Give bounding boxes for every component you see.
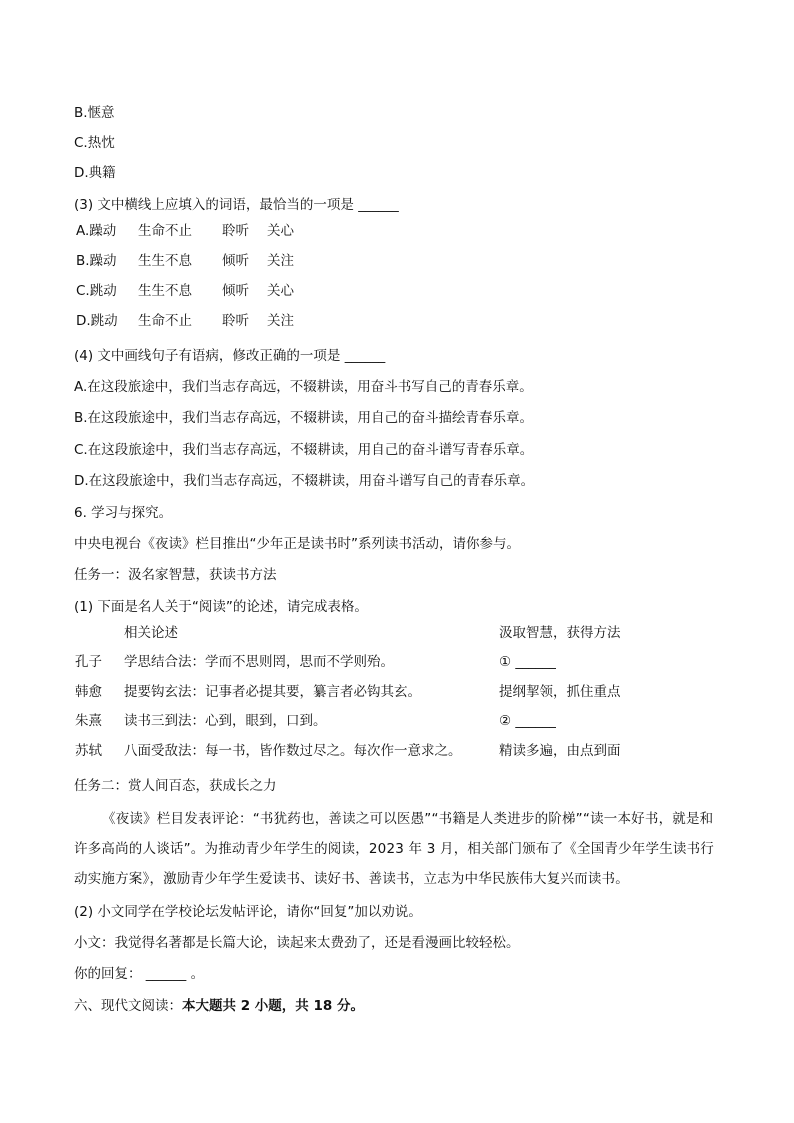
table-cell-method: ① ______ [499, 654, 556, 670]
q4-option-a: A.在这段旅途中，我们当志存高远，不辍耕读，用奋斗书写自己的青春乐章。 [74, 379, 533, 395]
q3-option-word: 关心 [267, 283, 294, 299]
q2-option-b: B.惬意 [74, 105, 115, 121]
table-cell-name: 苏轼 [75, 743, 102, 759]
q4-option-b: B.在这段旅途中，我们当志存高远，不辍耕读，用自己的奋斗描绘青春乐章。 [74, 410, 534, 426]
table-header-statement: 相关论述 [124, 625, 178, 641]
q6-xiaowen: 小文：我觉得名著都是长篇大论，读起来太费劲了，还是看漫画比较轻松。 [74, 935, 520, 951]
q6-intro: 中央电视台《夜读》栏目推出“少年正是读书时”系列读书活动，请你参与。 [74, 536, 520, 552]
q2-option-c: C.热忱 [74, 135, 115, 151]
q3-option-word: 倾听 [222, 253, 249, 269]
table-header-method: 汲取智慧，获得方法 [499, 625, 621, 641]
q4-option-c: C.在这段旅途中，我们当志存高远，不辍耕读，用自己的奋斗谱写青春乐章。 [74, 442, 534, 458]
table-cell-name: 孔子 [75, 654, 102, 670]
table-cell-name: 朱熹 [75, 713, 102, 729]
q6-paragraph: 《夜读》栏目发表评论：“书犹药也，善读之可以医愚”“书籍是人类进步的阶梯”“读一本好书，就是和许多高尚的人谈话”。为推动青少年学生的阅读，2023 年 3 月，相关部门颁布了《全国青少年学生读书行动实施方案》，激励青少年学生爱读书、读好书、善读书，立志为中华民族伟大复兴而读书。 [74, 811, 715, 887]
table-cell-name: 韩愈 [75, 684, 102, 700]
q3-option-letter: C.跳动 [76, 283, 117, 299]
q6-sub2: (2) 小文同学在学校论坛发帖评论，请你“回复”加以劝说。 [74, 904, 422, 920]
q6-title: 6. 学习与探究。 [74, 505, 173, 521]
q6-task2: 任务二：赏人间百态，获成长之力 [74, 778, 277, 794]
table-cell-method: 提纲挈领，抓住重点 [499, 684, 621, 700]
q3-stem: (3) 文中横线上应填入的词语，最恰当的一项是 ______ [74, 197, 399, 213]
table-cell-statement: 八面受敌法：每一书，皆作数过尽之。每次作一意求之。 [124, 743, 462, 759]
q3-option-word: 关注 [267, 253, 294, 269]
q3-option-word: 关心 [267, 223, 294, 239]
section-6-bold: 本大题共 2 小题，共 18 分。 [182, 998, 364, 1014]
table-cell-statement: 学思结合法：学而不思则罔，思而不学则殆。 [124, 654, 394, 670]
section-6-prefix: 六、现代文阅读： [74, 998, 182, 1014]
table-cell-statement: 读书三到法：心到，眼到，口到。 [124, 713, 327, 729]
q3-option-word: 生生不息 [138, 253, 192, 269]
q4-option-d: D.在这段旅途中，我们当志存高远，不辍耕读，用奋斗谱写自己的青春乐章。 [74, 473, 535, 489]
q3-option-letter: B.躁动 [76, 253, 117, 269]
q3-option-word: 生生不息 [138, 283, 192, 299]
q4-stem: (4) 文中画线句子有语病，修改正确的一项是 ______ [74, 348, 386, 364]
q3-option-word: 关注 [267, 313, 294, 329]
table-cell-statement: 提要钩玄法：记事者必提其要，纂言者必钩其玄。 [124, 684, 421, 700]
section-6-heading [74, 996, 364, 1016]
q6-task1: 任务一：汲名家智慧，获读书方法 [74, 567, 277, 583]
table-cell-method: ② ______ [499, 713, 556, 729]
q2-option-d: D.典籍 [74, 165, 116, 181]
q3-option-word: 聆听 [222, 313, 249, 329]
q6-reply: 你的回复： ______ 。 [74, 966, 205, 982]
table-cell-method: 精读多遍，由点到面 [499, 743, 621, 759]
q3-option-word: 聆听 [222, 223, 249, 239]
q3-option-letter: A.躁动 [76, 223, 117, 239]
q3-option-word: 生命不止 [138, 223, 192, 239]
q6-sub1: (1) 下面是名人关于“阅读”的论述，请完成表格。 [74, 599, 368, 615]
q3-option-word: 倾听 [222, 283, 249, 299]
q3-option-word: 生命不止 [138, 313, 192, 329]
q3-option-letter: D.跳动 [76, 313, 118, 329]
